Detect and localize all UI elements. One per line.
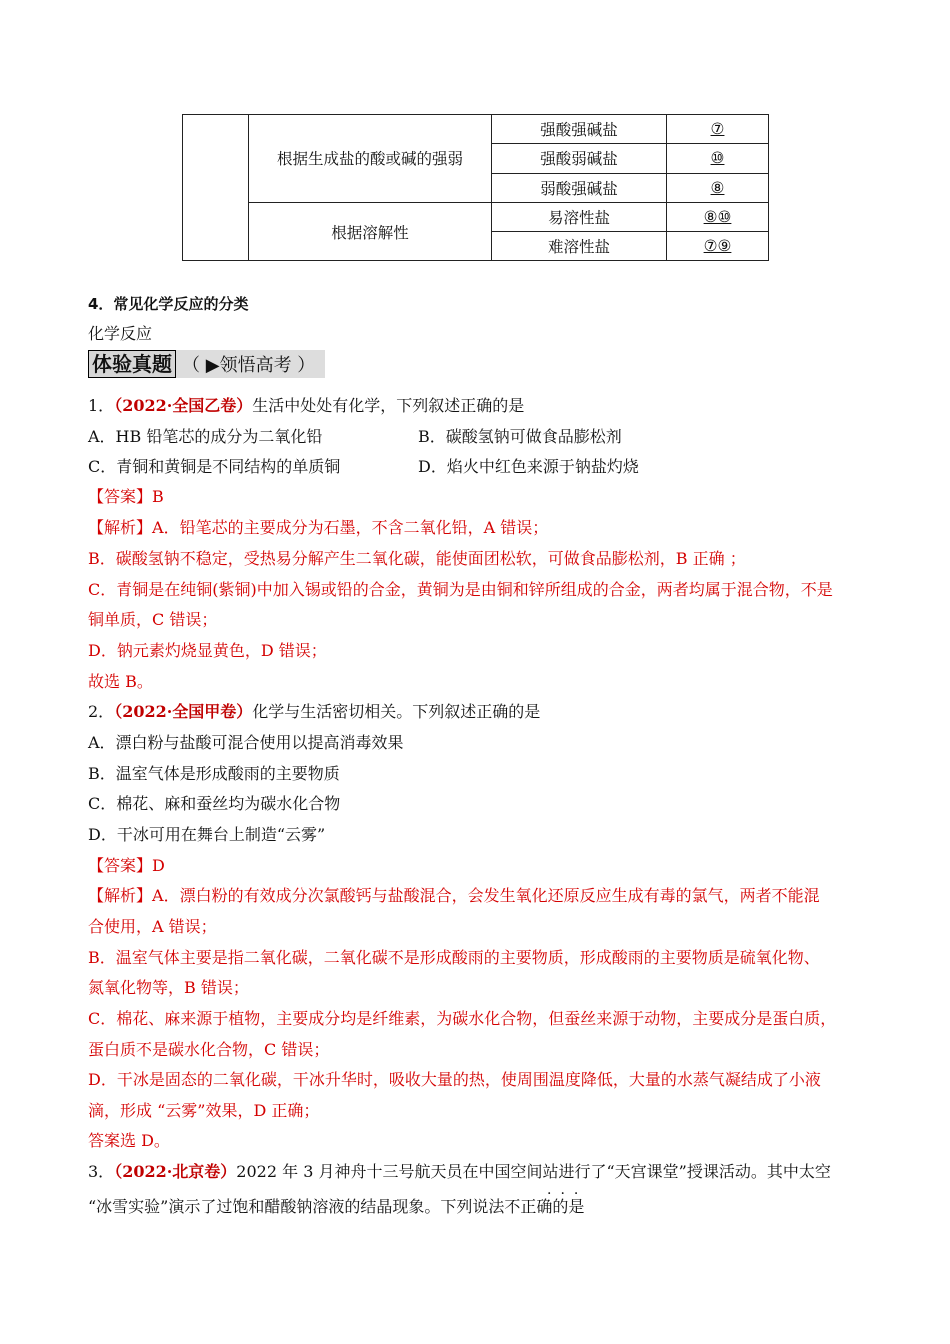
explanation-line: 故选 B。 [88, 672, 153, 691]
explanation-line: 滴，形成 “云雾”效果，D 正确； [88, 1101, 320, 1120]
explanation-tag: 【解析】 [88, 886, 153, 905]
option-d: D．干冰可用在舞台上制造“云雾” [88, 825, 326, 844]
option-b: B．温室气体是形成酸雨的主要物质 [88, 764, 340, 783]
option-c: C．棉花、麻和蚕丝均为碳水化合物 [88, 794, 341, 813]
explanation-line: 答案选 D。 [88, 1131, 170, 1150]
explanation-line: C．青铜是在纯铜(紫铜)中加入锡或铅的合金，黄铜为是由铜和锌所组成的合金，两者均属于混合物，不是 [88, 580, 833, 599]
explanation-line [88, 886, 820, 906]
explanation-line: B．碳酸氢钠不稳定，受热易分解产生二氧化碳，能使面团松软，可做食品膨松剂，B 正确 ； [88, 549, 746, 568]
table-cell-type: 易溶性盐 [492, 202, 667, 231]
explanation-line: D．干冰是固态的二氧化碳，干冰升华时，吸收大量的热，使周围温度降低，大量的水蒸气凝结成了小液 [88, 1070, 821, 1089]
option-d: D．焰火中红色来源于钠盐灼烧 [418, 457, 639, 476]
option-c: C．青铜和黄铜是不同结构的单质铜 [88, 457, 341, 476]
banner-boxed-title: 体验真题 [88, 350, 176, 378]
table-cell-symbol [667, 144, 769, 173]
table-row [183, 115, 769, 144]
question-number: 2． [88, 702, 115, 721]
symbol-text: ⑩ [710, 149, 725, 168]
table-cell-symbol [667, 202, 769, 231]
table-cell-symbol [667, 232, 769, 261]
explanation-line: B．温室气体主要是指二氧化碳，二氧化碳不是形成酸雨的主要物质，形成酸雨的主要物质是硫氧化物、 [88, 948, 820, 967]
symbol-text: ⑧⑩ [703, 208, 732, 227]
explanation-line: 合使用，A 错误； [88, 917, 217, 936]
option-a: A．HB 铅笔芯的成分为二氧化铅 [88, 427, 323, 446]
question-text-continued: “冰雪实验”演示了过饱和醋酸钠溶液的结晶现象。下列说法不正确的是 [88, 1197, 585, 1216]
symbol-text: ⑦⑨ [703, 237, 732, 256]
table-group-label: 根据生成盐的酸或碱的强弱 [249, 115, 492, 203]
explanation-text: A．漂白粉的有效成分次氯酸钙与盐酸混合，会发生氧化还原反应生成有毒的氯气，两者不能混 [152, 886, 820, 905]
question-2-stem [88, 702, 540, 722]
explanation-line: C．棉花、麻来源于植物，主要成分均是纤维素，为碳水化合物，但蚕丝来源于动物，主要成分是蛋白质， [88, 1009, 837, 1028]
answer-line: 【答案】B [88, 487, 164, 506]
symbol-text: ⑦ [710, 120, 725, 139]
section-heading: 4．常见化学反应的分类 [88, 295, 249, 313]
table-cell-symbol [667, 115, 769, 144]
salt-classification-table [182, 114, 769, 261]
table-group-label: 根据溶解性 [249, 202, 492, 261]
answer-line: 【答案】D [88, 856, 165, 875]
question-source: （2022·北京卷） [114, 1162, 237, 1181]
emphasis-dots: ··· [547, 1186, 588, 1202]
question-1-stem [88, 396, 524, 416]
section-banner [88, 350, 325, 378]
table-cell-type: 难溶性盐 [492, 232, 667, 261]
explanation-line: 铜单质，C 错误； [88, 610, 218, 629]
table-cell-type: 强酸弱碱盐 [492, 144, 667, 173]
question-text: 2022 年 3 月神舟十三号航天员在中国空间站进行了“天宫课堂”授课活动。其中太空 [236, 1162, 831, 1181]
table-cell-type: 强酸强碱盐 [492, 115, 667, 144]
table-row [183, 202, 769, 231]
question-text: 生活中处处有化学，下列叙述正确的是 [252, 396, 525, 415]
question-source: （2022·全国乙卷） [114, 396, 253, 415]
table-cell-type: 弱酸强碱盐 [492, 173, 667, 202]
option-a: A．漂白粉与盐酸可混合使用以提高消毒效果 [88, 733, 404, 752]
explanation-line: 蛋白质不是碳水化合物，C 错误； [88, 1040, 330, 1059]
table-blank-cell [183, 115, 249, 261]
explanation-line [88, 518, 548, 538]
table-cell-symbol [667, 173, 769, 202]
explanation-line: 氮氧化物等，B 错误； [88, 978, 249, 997]
explanation-text: A．铅笔芯的主要成分为石墨，不含二氧化铅，A 错误； [152, 518, 549, 537]
question-number: 3． [88, 1162, 115, 1181]
question-3-stem [88, 1162, 831, 1182]
question-number: 1． [88, 396, 115, 415]
question-source: （2022·全国甲卷） [114, 702, 253, 721]
symbol-text: ⑧ [710, 178, 725, 197]
section-subheading: 化学反应 [88, 324, 153, 343]
question-text: 化学与生活密切相关。下列叙述正确的是 [252, 702, 541, 721]
explanation-tag: 【解析】 [88, 518, 153, 537]
banner-subtitle: （ ▶领悟高考 ） [182, 355, 316, 376]
explanation-line: D．钠元素灼烧显黄色，D 错误； [88, 641, 327, 660]
option-b: B．碳酸氢钠可做食品膨松剂 [418, 427, 622, 446]
